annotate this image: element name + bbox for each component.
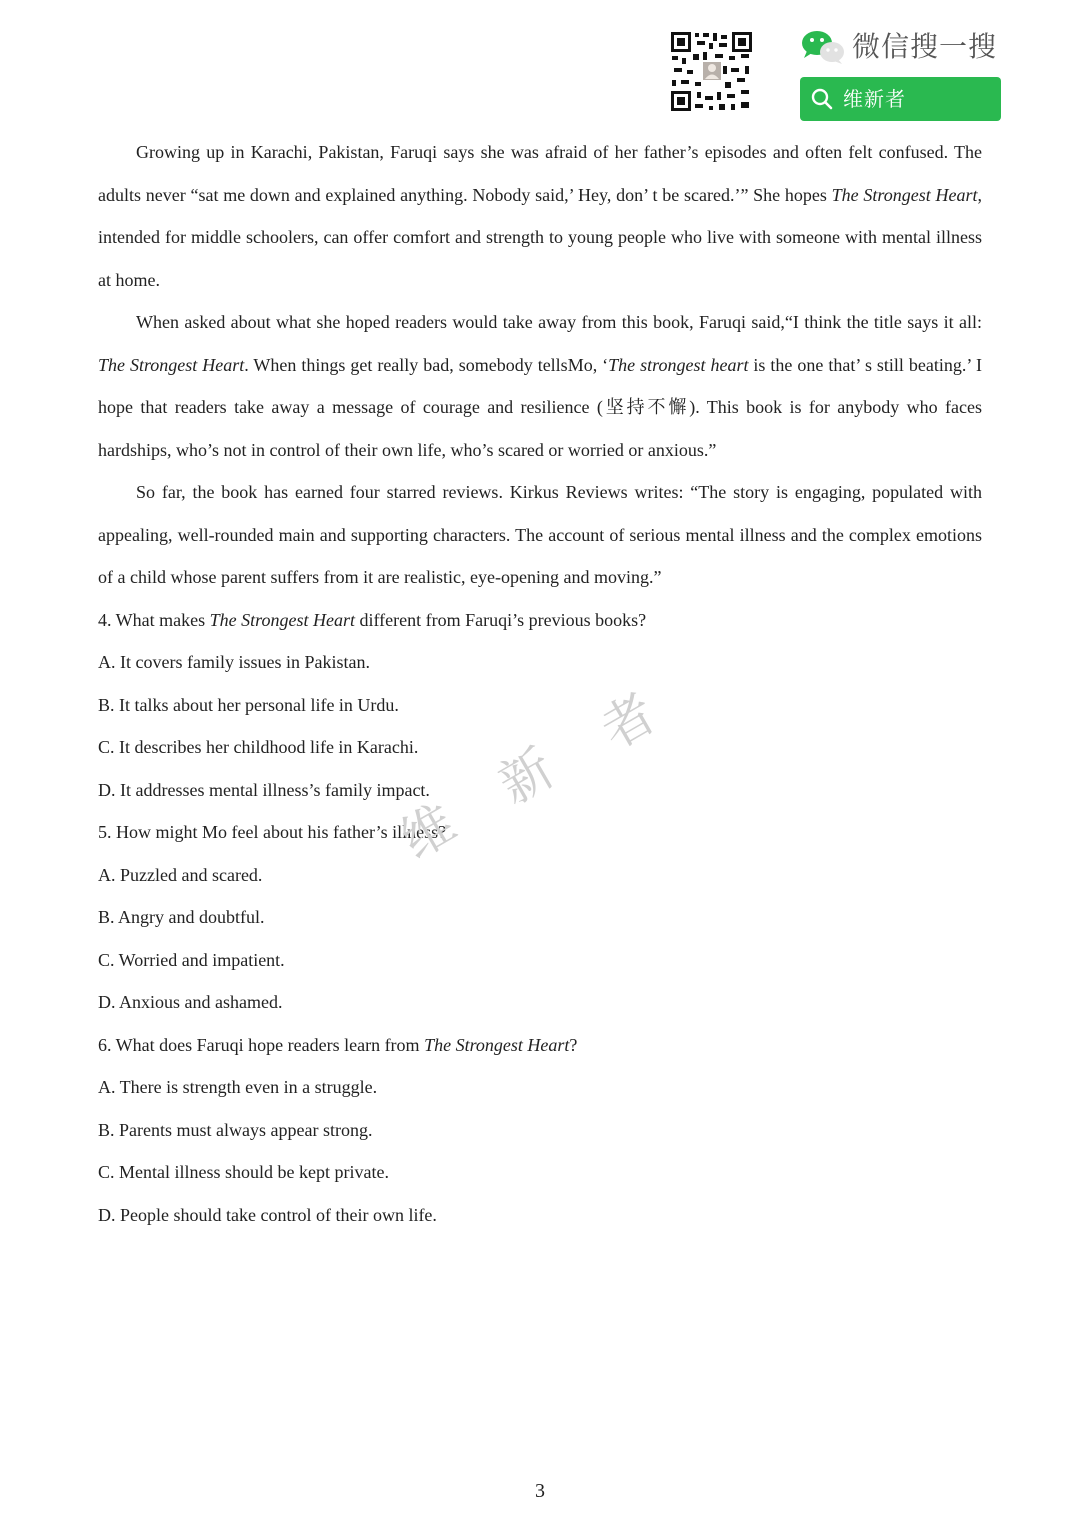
paragraph-text: is the one that’ s still beating.’ I hope that readers take away a message of courage and resilience (坚持不懈). This book is for anybody who faces hardships, who’s not in control of their own life, who’s scared or worried or anxious.” xyxy=(98,354,983,460)
paragraph-1 xyxy=(98,131,982,301)
question-4 xyxy=(98,599,982,642)
wechat-search-title: 微信搜一搜 xyxy=(852,30,998,63)
book-title: The Strongest Heart xyxy=(98,354,245,375)
question-6 xyxy=(98,1024,982,1067)
option-5a: A. Puzzled and scared. xyxy=(98,864,263,885)
watermark-char: 者 xyxy=(591,683,667,762)
option-6c: C. Mental illness should be kept private. xyxy=(98,1162,389,1182)
italic-quote: The strongest heart xyxy=(608,354,749,375)
option-5d: D. Anxious and ashamed. xyxy=(98,992,283,1012)
document-body xyxy=(98,131,982,1236)
option-4d: D. It addresses mental illness’s family impact. xyxy=(98,779,430,800)
question-text: 4. What makes xyxy=(98,609,210,630)
question-5: 5. How might Mo feel about his father’s illness? xyxy=(98,822,447,842)
paragraph-text: , intended for middle schoolers, can offer comfort and strength to young people who live with someone with mental illness at home. xyxy=(98,184,982,290)
paragraph-text: When asked about what she hoped readers would take away from this book, Faruqi said,“I think the title says it all: xyxy=(136,312,982,332)
wechat-logo-icon xyxy=(800,30,846,64)
search-term: 维新者 xyxy=(843,87,906,111)
wechat-search-button[interactable] xyxy=(800,77,1001,121)
page-header xyxy=(0,0,1080,130)
paragraph-3: So far, the book has earned four starred reviews. Kirkus Reviews writes: “The story is engaging, populated with appealing, well-rounded main and supporting characters. The account of serious mental illness and the complex emotions of a child whose parent suffers from it are realistic, eye-opening and moving.” xyxy=(98,482,982,587)
question-text: different from Faruqi’s previous books? xyxy=(354,609,647,630)
option-4c: C. It describes her childhood life in Karachi. xyxy=(98,737,419,757)
option-5c: C. Worried and impatient. xyxy=(98,949,285,970)
option-5b: B. Angry and doubtful. xyxy=(98,907,265,927)
paragraph-2 xyxy=(98,301,982,471)
qr-code-icon[interactable] xyxy=(669,30,754,113)
option-6a: A. There is strength even in a struggle. xyxy=(98,1077,378,1097)
option-4a: A. It covers family issues in Pakistan. xyxy=(98,652,370,672)
question-text: 6. What does Faruqi hope readers learn from xyxy=(98,1034,425,1055)
option-6d: D. People should take control of their own life. xyxy=(98,1204,437,1225)
paragraph-text: Growing up in Karachi, Pakistan, Faruqi says she was afraid of her father’s episodes and often felt confused. The adults never “sat me down and explained anything. Nobody said,’ Hey, don’ t be scared.’” She hopes xyxy=(98,142,982,205)
watermark-char: 维 xyxy=(391,793,467,872)
question-text: ? xyxy=(569,1034,578,1055)
book-title: The Strongest Heart xyxy=(831,184,978,205)
option-4b: B. It talks about her personal life in Urdu. xyxy=(98,694,399,715)
search-icon xyxy=(810,87,834,111)
page-number: 3 xyxy=(535,1480,545,1502)
option-6b: B. Parents must always appear strong. xyxy=(98,1119,373,1140)
wechat-search-brand xyxy=(800,28,1010,68)
watermark-char: 新 xyxy=(489,738,565,817)
book-title: The Strongest Heart xyxy=(424,1034,570,1055)
paragraph-text: . When things get really bad, somebody tellsMo, ‘ xyxy=(244,354,609,375)
book-title: The Strongest Heart xyxy=(209,609,355,630)
